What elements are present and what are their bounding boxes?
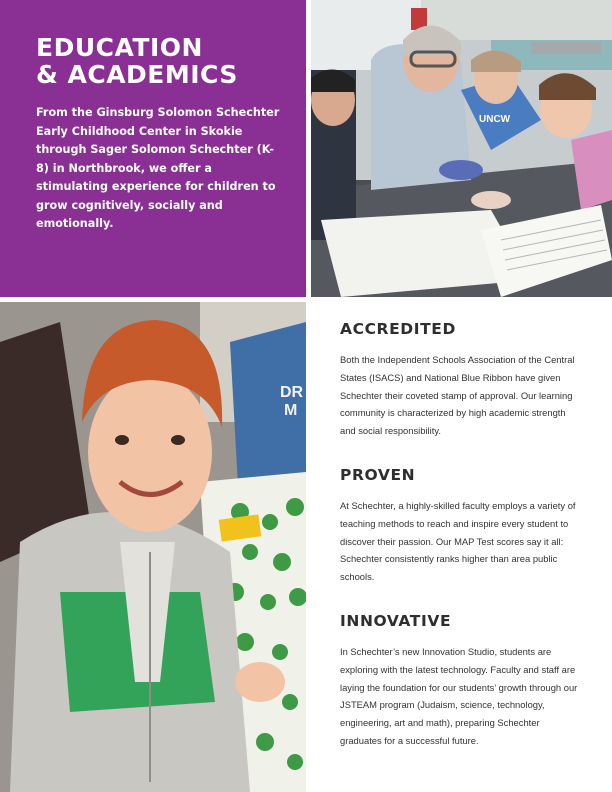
student-photo-illustration [0,302,306,792]
page-title [36,34,286,88]
shirt-text-line-1: DR [280,384,304,401]
page-title-line-2: & ACADEMICS [36,60,238,89]
lab-shirt-text: UNCW [479,114,511,125]
section-body-proven: At Schechter, a highly-skilled faculty employs a variety of teaching methods to reach and inspire every student to discover their passion. Our MAP Test scores say it all: Schechter consistently ranks higher than area public schools. [340,499,576,583]
lab-photo-illustration [311,0,612,297]
intro-panel [0,0,306,297]
section-body-innovative: In Schechter’s new Innovation Studio, students are exploring with the latest technology. Faculty and staff are laying the foundation for our students’ growth through our JSTEAM program (Judaism, science, technology, engineering, art and math), preparing Schechter graduates for a successful future. [340,645,578,746]
section-heading-accredited: ACCREDITED [340,320,456,338]
lab-photo [311,0,612,297]
accredited-section [340,320,580,440]
content-column [340,320,580,776]
intro-paragraph: From the Ginsburg Solomon Schechter Early Childhood Center in Skokie through Sager Solomon Schechter (K-8) in Northbrook, we offer a stimulating experience for children to grow cognitively, socially and emotionally. [36,106,280,230]
section-body-accredited: Both the Independent Schools Association of the Central States (ISACS) and National Blue Ribbon have given Schechter their coveted stamp of approval. Our learning community is characterized by high academic strength and social responsibility. [340,354,575,437]
student-photo [0,302,306,792]
page-title-line-1: EDUCATION [36,33,203,62]
shirt-text-line-2: M [284,402,298,419]
section-heading-innovative: INNOVATIVE [340,611,452,630]
proven-section [340,466,580,586]
innovative-section [340,612,580,750]
section-heading-proven: PROVEN [340,465,416,484]
